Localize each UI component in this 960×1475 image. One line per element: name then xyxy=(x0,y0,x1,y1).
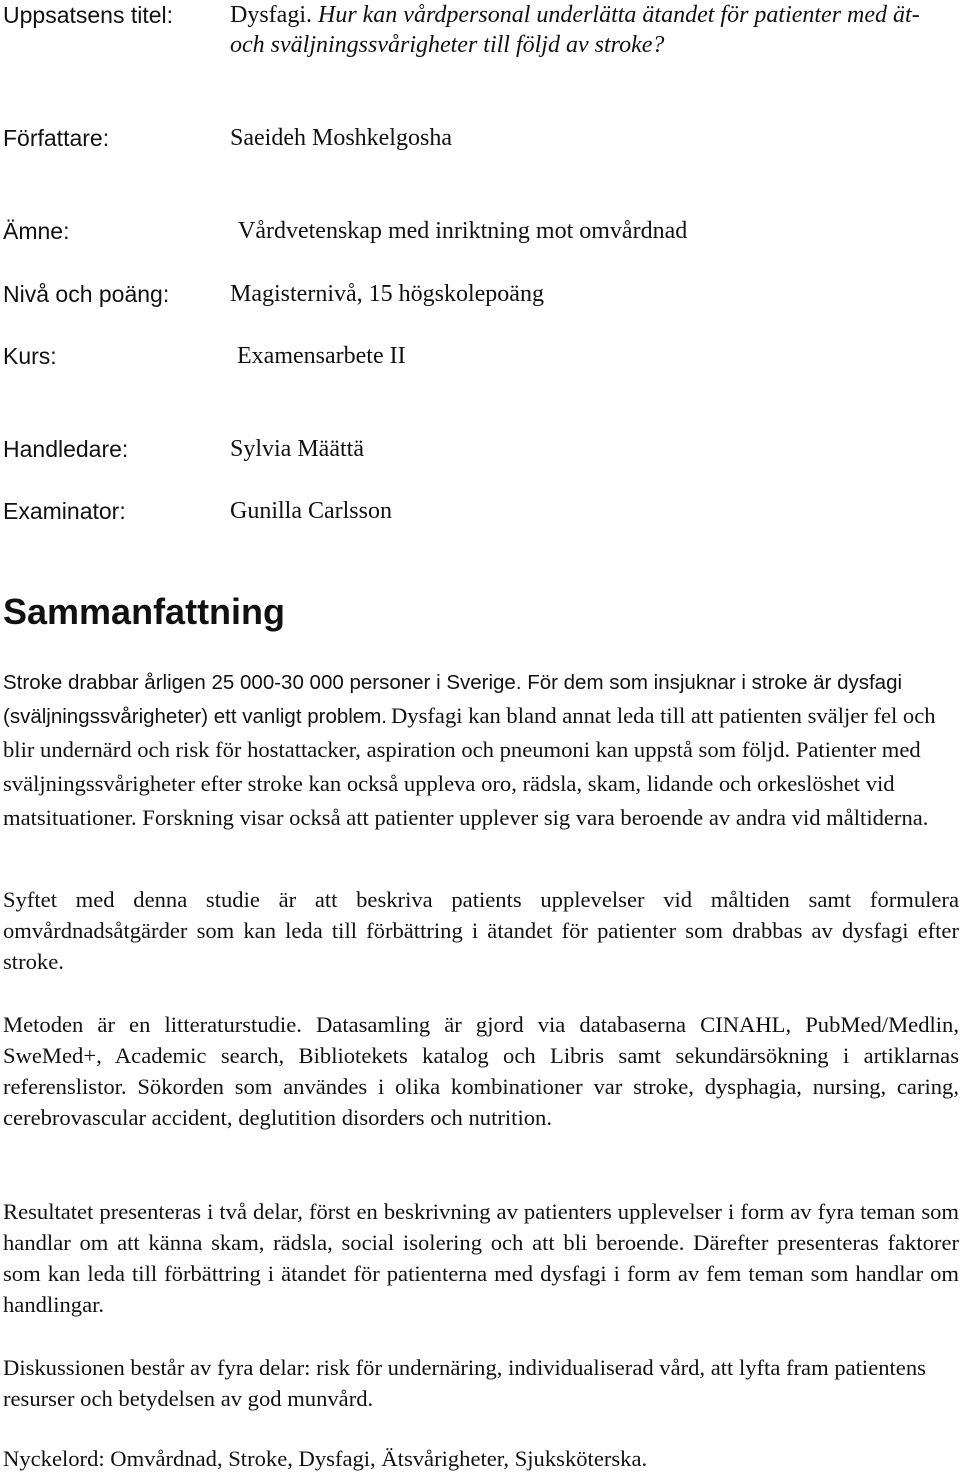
course-value: Examensarbete II xyxy=(237,343,406,369)
examiner-label: Examinator: xyxy=(3,498,126,524)
title-lead: Dysfagi. xyxy=(230,2,312,28)
title-value xyxy=(230,0,955,60)
abstract-paragraph-4: Resultatet presenteras i två delar, först en beskrivning av patienters upplevelser i form av fyra teman som handlar om att känna skam, rädsla, social isolering och att bli beroende. Därefter presenteras faktorer som kan leda till förbättring i ätandet för patienterna med dysfagi i form av fem teman som handlar om handlingar. xyxy=(3,1199,959,1317)
author-label: Författare: xyxy=(3,125,110,151)
keywords: Nyckelord: Omvårdnad, Stroke, Dysfagi, Ätsvårigheter, Sjuksköterska. xyxy=(3,1446,648,1471)
subject-value: Vårdvetenskap med inriktning mot omvårdnad xyxy=(238,218,688,244)
level-value: Magisternivå, 15 högskolepoäng xyxy=(230,281,544,307)
abstract-paragraph-5: Diskussionen består av fyra delar: risk för undernäring, individualiserad vård, att lyfta fram patientens resurser och betydelsen av god munvård. xyxy=(3,1355,926,1411)
supervisor-label: Handledare: xyxy=(3,436,129,462)
author-value: Saeideh Moshkelgosha xyxy=(230,125,452,151)
abstract-paragraph-2: Syftet med denna studie är att beskriva patients upplevelser vid måltiden samt formulera omvårdnadsåtgärder som kan leda till förbättring i ätandet för patienter som drabbas av dysfagi efter stroke. xyxy=(3,887,959,974)
course-label: Kurs: xyxy=(3,343,57,369)
level-label: Nivå och poäng: xyxy=(3,281,170,307)
subject-label: Ämne: xyxy=(3,218,70,244)
paragraph-1-body: Dysfagi kan bland annat leda till att patienten sväljer fel och blir undernärd och risk för hostattacker, aspiration och pneumoni kan uppstå som följd. Patienter med sväljningssvårigheter efter stroke kan också uppleva oro, rädsla, skam, lidande och orkeslöshet vid matsituationer. Forskning visar också att patienter upplever sig vara beroende av andra vid måltiderna. xyxy=(3,703,936,830)
examiner-value: Gunilla Carlsson xyxy=(230,498,392,524)
abstract-paragraph-1 xyxy=(3,667,959,836)
abstract-paragraph-3: Metoden är en litteraturstudie. Datasamling är gjord via databaserna CINAHL, PubMed/Medlin, SweMed+, Academic search, Bibliotekets katalog och Libris samt sekundärsökning i artiklarnas referenslistor. Sökorden som användes i olika kombinationer var stroke, dysphagia, nursing, caring, cerebrovascular accident, deglutition disorders och nutrition. xyxy=(3,1012,959,1130)
abstract-heading: Sammanfattning xyxy=(3,591,286,632)
title-label: Uppsatsens titel: xyxy=(3,2,174,28)
supervisor-value: Sylvia Määttä xyxy=(230,436,364,462)
title-rest: Hur kan vårdpersonal underlätta ätandet för patienter med ät- och sväljningssvårigheter till följd av stroke? xyxy=(230,2,920,58)
paragraph-1-intro: Stroke drabbar årligen 25 000-30 000 personer i Sverige. För dem som insjuknar i stroke är dysfagi (sväljningssvårigheter) ett vanligt problem. xyxy=(3,671,903,728)
